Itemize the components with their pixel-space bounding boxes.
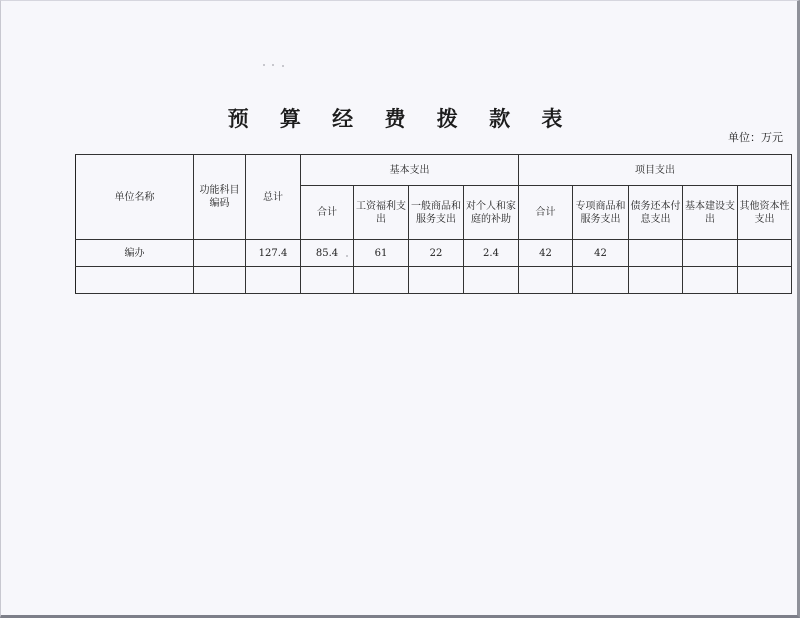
cell-general-goods-services: 22 [409,240,464,267]
unit-label: 单位：万元 [728,131,783,144]
document-title: 预 算 经 费 拨 款 表 [227,106,575,131]
cell-basic-subtotal [301,267,354,294]
header-individual-family-subsidy: 对个人和家庭的补助 [464,186,519,240]
cell-capital-construction [683,267,738,294]
scan-speck [263,64,265,66]
header-basic-subtotal: 合计 [301,186,354,240]
cell-salary-welfare [354,267,409,294]
cell-special-goods-services: 42 [573,240,629,267]
scan-speck [346,255,348,257]
cell-project-subtotal: 42 [519,240,573,267]
header-capital-construction: 基本建设支出 [683,186,738,240]
header-salary-welfare: 工资福利支出 [354,186,409,240]
budget-table [75,154,792,294]
cell-capital-construction [683,240,738,267]
header-row-group [76,155,792,186]
header-function-code: 功能科目编码 [194,155,246,240]
scan-speck [272,64,274,66]
cell-total: 127.4 [246,240,301,267]
cell-salary-welfare: 61 [354,240,409,267]
cell-total [246,267,301,294]
header-project-expenditure: 项目支出 [519,155,792,186]
header-other-capital: 其他资本性支出 [738,186,792,240]
cell-basic-subtotal: 85.4 [301,240,354,267]
header-special-goods-services: 专项商品和服务支出 [573,186,629,240]
header-project-subtotal: 合计 [519,186,573,240]
cell-other-capital [738,240,792,267]
header-basic-expenditure: 基本支出 [301,155,519,186]
cell-debt-service [629,267,683,294]
header-general-goods-services: 一般商品和服务支出 [409,186,464,240]
cell-function-code [194,267,246,294]
table-row [76,267,792,294]
table-row [76,240,792,267]
scan-speck [282,65,284,67]
cell-other-capital [738,267,792,294]
cell-unit-name: 编办 [76,240,194,267]
header-unit-name: 单位名称 [76,155,194,240]
header-total: 总计 [246,155,301,240]
cell-individual-family-subsidy [464,267,519,294]
cell-unit-name [76,267,194,294]
cell-individual-family-subsidy: 2.4 [464,240,519,267]
cell-special-goods-services [573,267,629,294]
cell-debt-service [629,240,683,267]
cell-project-subtotal [519,267,573,294]
header-debt-service: 债务还本付息支出 [629,186,683,240]
cell-function-code [194,240,246,267]
cell-general-goods-services [409,267,464,294]
